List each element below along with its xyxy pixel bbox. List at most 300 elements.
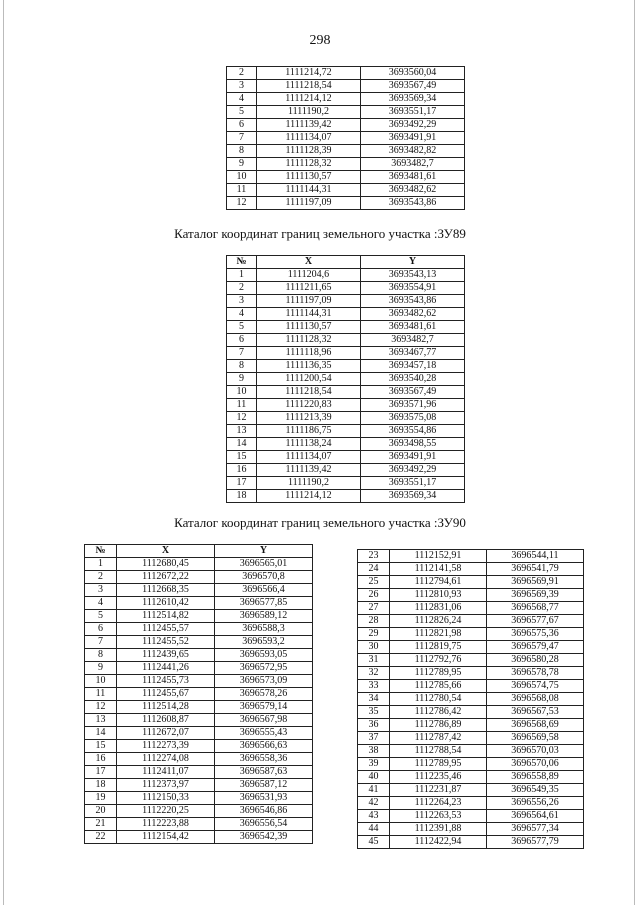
cell-x: 1111130,57: [257, 321, 361, 334]
cell-y: 3696577,34: [487, 823, 584, 836]
table-row: [227, 282, 465, 295]
cell-y: 3696577,85: [215, 597, 313, 610]
cell-y: 3696568,69: [487, 719, 584, 732]
cell-y: 3693567,49: [361, 80, 465, 93]
cell-y: 3693551,17: [361, 477, 465, 490]
cell-number: 7: [227, 132, 257, 145]
cell-x: 1111128,32: [257, 158, 361, 171]
cell-number: 4: [227, 93, 257, 106]
cell-y: 3696568,08: [487, 693, 584, 706]
cell-number: 10: [227, 171, 257, 184]
cell-x: 1112455,67: [117, 688, 215, 701]
cell-x: 1111214,12: [257, 93, 361, 106]
cell-number: 6: [85, 623, 117, 636]
cell-y: 3696587,63: [215, 766, 313, 779]
cell-x: 1112411,07: [117, 766, 215, 779]
cell-y: 3696544,11: [487, 550, 584, 563]
cell-y: 3696568,77: [487, 602, 584, 615]
cell-x: 1112514,28: [117, 701, 215, 714]
cell-number: 43: [358, 810, 390, 823]
cell-y: 3693569,34: [361, 490, 465, 503]
cell-y: 3696575,36: [487, 628, 584, 641]
cell-number: 16: [85, 753, 117, 766]
cell-number: 8: [85, 649, 117, 662]
table-row: [227, 119, 465, 132]
cell-x: 1111136,35: [257, 360, 361, 373]
cell-y: 3696570,8: [215, 571, 313, 584]
table-row: [227, 386, 465, 399]
table-row: [227, 425, 465, 438]
table-row: [85, 766, 313, 779]
cell-x: 1111218,54: [257, 386, 361, 399]
cell-x: 1111144,31: [257, 184, 361, 197]
table-row: [227, 399, 465, 412]
cell-number: 30: [358, 641, 390, 654]
cell-y: 3696570,03: [487, 745, 584, 758]
cell-number: 1: [227, 269, 257, 282]
table-row: [358, 641, 584, 654]
table-row: [358, 745, 584, 758]
table-row: [227, 412, 465, 425]
cell-y: 3696565,01: [215, 558, 313, 571]
cell-y: 3693543,13: [361, 269, 465, 282]
coordinate-table-zu89: [226, 255, 465, 503]
cell-number: 3: [85, 584, 117, 597]
table-row: [358, 550, 584, 563]
cell-number: 23: [358, 550, 390, 563]
table-row: [227, 360, 465, 373]
cell-x: 1112273,39: [117, 740, 215, 753]
cell-number: 11: [85, 688, 117, 701]
table-row: [358, 784, 584, 797]
cell-y: 3693492,29: [361, 119, 465, 132]
cell-y: 3693481,61: [361, 321, 465, 334]
table-row: [227, 490, 465, 503]
cell-x: 1112810,93: [390, 589, 487, 602]
cell-number: 37: [358, 732, 390, 745]
cell-x: 1112455,52: [117, 636, 215, 649]
cell-number: 12: [227, 412, 257, 425]
cell-number: 38: [358, 745, 390, 758]
cell-number: 31: [358, 654, 390, 667]
cell-x: 1111213,39: [257, 412, 361, 425]
cell-number: 14: [227, 438, 257, 451]
cell-x: 1111144,31: [257, 308, 361, 321]
cell-x: 1112788,54: [390, 745, 487, 758]
table-row: [227, 158, 465, 171]
table-row: [85, 792, 313, 805]
cell-y: 3696577,67: [487, 615, 584, 628]
cell-y: 3696593,2: [215, 636, 313, 649]
cell-number: 45: [358, 836, 390, 849]
table-row: [85, 688, 313, 701]
table-row: [227, 347, 465, 360]
table-row: [85, 753, 313, 766]
cell-y: 3696555,43: [215, 727, 313, 740]
cell-y: 3696556,26: [487, 797, 584, 810]
table-row: [85, 818, 313, 831]
column-header-x: X: [257, 256, 361, 269]
cell-number: 27: [358, 602, 390, 615]
cell-y: 3693467,77: [361, 347, 465, 360]
table-row: [358, 615, 584, 628]
column-header-x: X: [117, 545, 215, 558]
table-row: [358, 706, 584, 719]
cell-y: 3693543,86: [361, 197, 465, 210]
cell-x: 1112274,08: [117, 753, 215, 766]
table-row: [227, 269, 465, 282]
cell-y: 3696589,12: [215, 610, 313, 623]
coordinate-table-continued: [226, 66, 465, 210]
cell-y: 3696574,75: [487, 680, 584, 693]
cell-number: 32: [358, 667, 390, 680]
cell-y: 3696579,47: [487, 641, 584, 654]
table-row: [85, 805, 313, 818]
cell-x: 1112391,88: [390, 823, 487, 836]
cell-number: 33: [358, 680, 390, 693]
cell-y: 3693554,86: [361, 425, 465, 438]
cell-y: 3696572,95: [215, 662, 313, 675]
cell-x: 1111130,57: [257, 171, 361, 184]
cell-x: 1112608,87: [117, 714, 215, 727]
table-row: [227, 145, 465, 158]
cell-number: 2: [85, 571, 117, 584]
table-row: [85, 740, 313, 753]
cell-y: 3696569,58: [487, 732, 584, 745]
cell-number: 8: [227, 360, 257, 373]
cell-number: 17: [85, 766, 117, 779]
cell-x: 1112231,87: [390, 784, 487, 797]
cell-number: 34: [358, 693, 390, 706]
cell-x: 1112610,42: [117, 597, 215, 610]
cell-y: 3696573,09: [215, 675, 313, 688]
cell-number: 39: [358, 758, 390, 771]
cell-y: 3693543,86: [361, 295, 465, 308]
table-row: [358, 758, 584, 771]
cell-x: 1112455,57: [117, 623, 215, 636]
cell-x: 1112672,22: [117, 571, 215, 584]
scan-edge-line: [3, 0, 4, 905]
cell-x: 1112831,06: [390, 602, 487, 615]
cell-number: 6: [227, 119, 257, 132]
cell-x: 1111214,12: [257, 490, 361, 503]
table-row: [85, 675, 313, 688]
cell-number: 24: [358, 563, 390, 576]
cell-y: 3693551,17: [361, 106, 465, 119]
cell-x: 1112223,88: [117, 818, 215, 831]
table-row: [227, 321, 465, 334]
cell-y: 3693569,34: [361, 93, 465, 106]
scan-edge-line: [634, 0, 635, 905]
table-row: [358, 563, 584, 576]
table-row: [358, 836, 584, 849]
table-row: [85, 584, 313, 597]
cell-y: 3696567,53: [487, 706, 584, 719]
cell-x: 1111197,09: [257, 295, 361, 308]
cell-x: 1112785,66: [390, 680, 487, 693]
cell-number: 9: [227, 373, 257, 386]
cell-x: 1112263,53: [390, 810, 487, 823]
cell-number: 41: [358, 784, 390, 797]
table-row: [227, 373, 465, 386]
cell-number: 40: [358, 771, 390, 784]
table-row: [85, 714, 313, 727]
cell-x: 1112154,42: [117, 831, 215, 844]
column-header-number: №: [227, 256, 257, 269]
table-row: [85, 701, 313, 714]
cell-x: 1112787,42: [390, 732, 487, 745]
cell-y: 3693491,91: [361, 132, 465, 145]
cell-y: 3696566,63: [215, 740, 313, 753]
cell-y: 3693540,28: [361, 373, 465, 386]
cell-number: 5: [85, 610, 117, 623]
table-row: [227, 438, 465, 451]
cell-y: 3693571,96: [361, 399, 465, 412]
table-row: [358, 771, 584, 784]
cell-y: 3696593,05: [215, 649, 313, 662]
cell-y: 3693482,62: [361, 308, 465, 321]
table-row: [85, 610, 313, 623]
table-row: [227, 197, 465, 210]
cell-y: 3696531,93: [215, 792, 313, 805]
cell-x: 1111118,96: [257, 347, 361, 360]
cell-number: 14: [85, 727, 117, 740]
cell-y: 3696558,89: [487, 771, 584, 784]
cell-y: 3696546,86: [215, 805, 313, 818]
cell-x: 1111134,07: [257, 451, 361, 464]
cell-x: 1112672,07: [117, 727, 215, 740]
cell-x: 1112441,26: [117, 662, 215, 675]
cell-x: 1112780,54: [390, 693, 487, 706]
cell-x: 1112786,42: [390, 706, 487, 719]
table-row: [85, 558, 313, 571]
cell-y: 3696564,61: [487, 810, 584, 823]
cell-y: 3696580,28: [487, 654, 584, 667]
table-row: [358, 797, 584, 810]
cell-number: 21: [85, 818, 117, 831]
cell-number: 29: [358, 628, 390, 641]
cell-number: 7: [85, 636, 117, 649]
table-row: [85, 571, 313, 584]
cell-y: 3696578,78: [487, 667, 584, 680]
cell-y: 3693482,7: [361, 158, 465, 171]
cell-number: 10: [227, 386, 257, 399]
cell-x: 1112819,75: [390, 641, 487, 654]
cell-y: 3693567,49: [361, 386, 465, 399]
cell-y: 3696588,3: [215, 623, 313, 636]
cell-y: 3696566,4: [215, 584, 313, 597]
coordinate-table-zu90-right: [357, 549, 584, 849]
table-row: [85, 649, 313, 662]
cell-x: 1112373,97: [117, 779, 215, 792]
table-row: [358, 680, 584, 693]
cell-number: 4: [227, 308, 257, 321]
cell-x: 1111139,42: [257, 119, 361, 132]
table-row: [85, 662, 313, 675]
cell-x: 1111204,6: [257, 269, 361, 282]
cell-y: 3696558,36: [215, 753, 313, 766]
cell-number: 2: [227, 67, 257, 80]
cell-number: 16: [227, 464, 257, 477]
cell-number: 5: [227, 106, 257, 119]
table-row: [358, 628, 584, 641]
cell-x: 1112786,89: [390, 719, 487, 732]
cell-x: 1111211,65: [257, 282, 361, 295]
table-row: [358, 693, 584, 706]
column-header-y: Y: [215, 545, 313, 558]
cell-x: 1112789,95: [390, 667, 487, 680]
table-row: [227, 334, 465, 347]
cell-x: 1112439,65: [117, 649, 215, 662]
cell-x: 1112141,58: [390, 563, 487, 576]
table-row: [227, 93, 465, 106]
cell-number: 6: [227, 334, 257, 347]
cell-x: 1112792,76: [390, 654, 487, 667]
cell-x: 1111134,07: [257, 132, 361, 145]
table-row: [227, 451, 465, 464]
cell-x: 1111128,39: [257, 145, 361, 158]
table-row: [358, 732, 584, 745]
cell-number: 9: [85, 662, 117, 675]
cell-x: 1112150,33: [117, 792, 215, 805]
cell-number: 3: [227, 295, 257, 308]
table-row: [227, 308, 465, 321]
cell-x: 1112826,24: [390, 615, 487, 628]
table-row: [85, 779, 313, 792]
cell-x: 1111138,24: [257, 438, 361, 451]
cell-x: 1111186,75: [257, 425, 361, 438]
cell-x: 1112235,46: [390, 771, 487, 784]
cell-number: 22: [85, 831, 117, 844]
cell-number: 10: [85, 675, 117, 688]
cell-x: 1112514,82: [117, 610, 215, 623]
cell-number: 15: [85, 740, 117, 753]
table-row: [227, 477, 465, 490]
cell-y: 3693482,62: [361, 184, 465, 197]
cell-number: 13: [227, 425, 257, 438]
cell-y: 3696569,91: [487, 576, 584, 589]
cell-y: 3693575,08: [361, 412, 465, 425]
cell-number: 4: [85, 597, 117, 610]
cell-number: 2: [227, 282, 257, 295]
cell-y: 3696578,26: [215, 688, 313, 701]
cell-number: 5: [227, 321, 257, 334]
page-number: 298: [309, 33, 331, 48]
table-row: [227, 67, 465, 80]
cell-x: 1112152,91: [390, 550, 487, 563]
cell-number: 13: [85, 714, 117, 727]
cell-y: 3696556,54: [215, 818, 313, 831]
cell-number: 7: [227, 347, 257, 360]
cell-number: 8: [227, 145, 257, 158]
cell-y: 3693498,55: [361, 438, 465, 451]
table-row: [227, 80, 465, 93]
cell-x: 1111190,2: [257, 477, 361, 490]
cell-number: 44: [358, 823, 390, 836]
cell-number: 12: [85, 701, 117, 714]
table-row: [227, 106, 465, 119]
table-row: [227, 171, 465, 184]
cell-x: 1112668,35: [117, 584, 215, 597]
cell-number: 18: [227, 490, 257, 503]
cell-x: 1111139,42: [257, 464, 361, 477]
table-row: [85, 636, 313, 649]
cell-x: 1111218,54: [257, 80, 361, 93]
cell-x: 1111200,54: [257, 373, 361, 386]
cell-number: 11: [227, 399, 257, 412]
table-row: [227, 184, 465, 197]
cell-number: 3: [227, 80, 257, 93]
table-row: [358, 719, 584, 732]
cell-x: 1111220,83: [257, 399, 361, 412]
column-header-y: Y: [361, 256, 465, 269]
cell-y: 3693491,91: [361, 451, 465, 464]
cell-y: 3696567,98: [215, 714, 313, 727]
table-row: [358, 576, 584, 589]
cell-number: 9: [227, 158, 257, 171]
table-row: [358, 602, 584, 615]
cell-number: 1: [85, 558, 117, 571]
table-row: [85, 831, 313, 844]
cell-y: 3696549,35: [487, 784, 584, 797]
cell-number: 12: [227, 197, 257, 210]
cell-number: 11: [227, 184, 257, 197]
table-row: [358, 589, 584, 602]
cell-number: 28: [358, 615, 390, 628]
table-row: [358, 823, 584, 836]
catalog-title-zu89: Каталог координат границ земельного участка :ЗУ89: [174, 226, 466, 241]
cell-number: 26: [358, 589, 390, 602]
table-row: [358, 667, 584, 680]
cell-x: 1111128,32: [257, 334, 361, 347]
cell-y: 3693457,18: [361, 360, 465, 373]
cell-number: 25: [358, 576, 390, 589]
cell-y: 3693492,29: [361, 464, 465, 477]
cell-number: 42: [358, 797, 390, 810]
table-row: [85, 623, 313, 636]
cell-y: 3696569,39: [487, 589, 584, 602]
table-row: [358, 654, 584, 667]
cell-y: 3693482,82: [361, 145, 465, 158]
cell-y: 3693481,61: [361, 171, 465, 184]
cell-number: 20: [85, 805, 117, 818]
cell-y: 3696570,06: [487, 758, 584, 771]
table-row: [227, 132, 465, 145]
cell-number: 17: [227, 477, 257, 490]
cell-number: 18: [85, 779, 117, 792]
table-row: [227, 295, 465, 308]
cell-number: 36: [358, 719, 390, 732]
cell-x: 1112680,45: [117, 558, 215, 571]
table-row: [227, 464, 465, 477]
cell-x: 1112422,94: [390, 836, 487, 849]
cell-x: 1112220,25: [117, 805, 215, 818]
table-row: [85, 597, 313, 610]
cell-y: 3696577,79: [487, 836, 584, 849]
cell-number: 19: [85, 792, 117, 805]
cell-y: 3696579,14: [215, 701, 313, 714]
table-row: [358, 810, 584, 823]
column-header-number: №: [85, 545, 117, 558]
cell-x: 1111190,2: [257, 106, 361, 119]
table-row: [85, 727, 313, 740]
cell-number: 15: [227, 451, 257, 464]
cell-x: 1112821,98: [390, 628, 487, 641]
cell-x: 1111214,72: [257, 67, 361, 80]
cell-x: 1112455,73: [117, 675, 215, 688]
cell-y: 3696542,39: [215, 831, 313, 844]
cell-y: 3693554,91: [361, 282, 465, 295]
